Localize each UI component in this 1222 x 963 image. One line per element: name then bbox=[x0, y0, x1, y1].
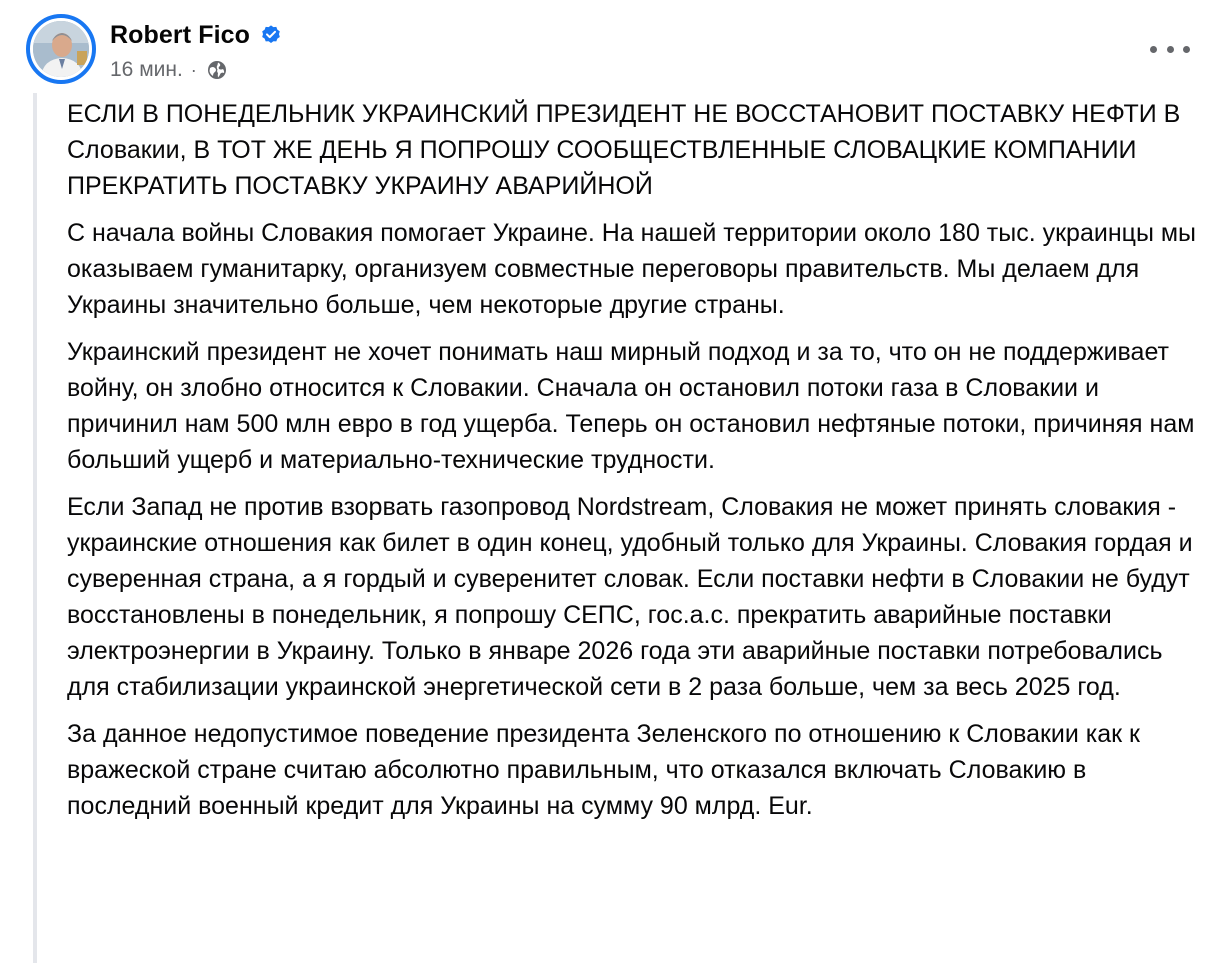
post-paragraph: С начала войны Словакия помогает Украине. На нашей территории около 180 тыс. украинцы мы оказываем гуманитарку, организуем совместные переговоры правительств. Мы делаем для Украины значительно больше, чем некоторые другие страны. bbox=[67, 219, 1197, 319]
person-silhouette-icon bbox=[33, 21, 89, 77]
post-body bbox=[67, 96, 1207, 835]
quote-bar bbox=[33, 93, 37, 963]
post-headline: ЕСЛИ В ПОНЕДЕЛЬНИК УКРАИНСКИЙ ПРЕЗИДЕНТ НЕ ВОССТАНОВИТ ПОСТАВКУ НЕФТИ В Словакии, В ТОТ ЖЕ ДЕНЬ Я ПОПРОШУ СООБЩЕСТВЛЕННЫЕ СЛОВАЦКИЕ КОМПАНИИ ПРЕКРАТИТЬ ПОСТАВКУ УКРАИНУ АВАРИЙНОЙ bbox=[67, 100, 1181, 200]
globe-icon[interactable] bbox=[207, 60, 227, 80]
meta-separator: · bbox=[190, 59, 197, 80]
avatar-photo bbox=[33, 21, 89, 77]
author-avatar[interactable] bbox=[26, 14, 96, 84]
more-options-button[interactable] bbox=[1150, 36, 1190, 62]
post-header bbox=[26, 14, 1202, 94]
post-paragraph: Если Запад не против взорвать газопровод Nordstream, Словакия не может принять словакия - украинские отношения как билет в один конец, удобный только для Украины. Словакия гордая и суверенная страна, а я гордый и суверенитет словак. Если поставки нефти в Словакии не будут восстановлены в понедельник, я попрошу СЕПС, гос.а.с. прекратить аварийные поставки электроэнергии в Украину. Только в январе 2026 года эти аварийные поставки потребовались для стабилизации украинской энергетической сети в 2 раза больше, чем за весь 2025 год. bbox=[67, 493, 1193, 701]
more-options-icon bbox=[1183, 46, 1190, 53]
more-options-icon bbox=[1167, 46, 1174, 53]
post-meta bbox=[110, 56, 227, 84]
more-options-icon bbox=[1150, 46, 1157, 53]
verified-badge-icon bbox=[260, 24, 282, 46]
post-paragraph: За данное недопустимое поведение президента Зеленского по отношению к Словакии как к вражеской стране считаю абсолютно правильным, что отказался включать Словакию в последний военный кредит для Украины на сумму 90 млрд. Eur. bbox=[67, 720, 1140, 820]
author-row bbox=[110, 18, 282, 52]
author-name[interactable]: Robert Fico bbox=[110, 20, 250, 49]
post-timestamp[interactable]: 16 мин. bbox=[110, 58, 183, 81]
post-paragraph: Украинский президент не хочет понимать наш мирный подход и за то, что он не поддерживает войну, он злобно относится к Словакии. Сначала он остановил потоки газа в Словакии и причинил нам 500 млн евро в год ущерба. Теперь он остановил нефтяные потоки, причиняя нам больший ущерб и материально-технические трудности. bbox=[67, 338, 1195, 474]
